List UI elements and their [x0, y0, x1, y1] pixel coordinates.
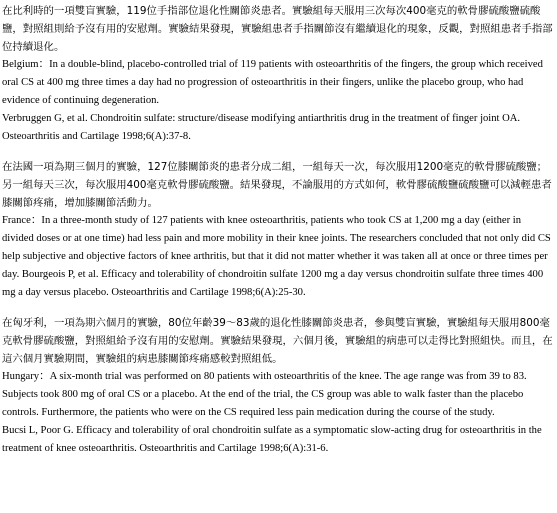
- section-gap: [2, 302, 553, 314]
- chinese-paragraph: 在法國一項為期三個月的實驗，127位膝關節炎的患者分成二組，一組每天一次，每次服用1200毫克的軟骨膠硫酸鹽；另一組每天三次，每次服用400毫克軟骨膠硫酸鹽。結果發現，不論服用的方式如何，軟骨膠硫酸鹽硫酸鹽可以減輕患者膝關節疼痛，增加膝關節活動力。: [2, 161, 552, 209]
- citation: Verbruggen G, et al. Chondroitin sulfate: structure/disease modifying antiarthritis drug in the treatment of finger joint OA. Osteoarthritis and Cartilage 1998;6(A):37-8.: [2, 113, 521, 142]
- english-paragraph: Belgium：In a double-blind, placebo-controlled trial of 119 patients with osteoarthritis of the fingers, the group which received oral CS at 400 mg three times a day had no progression of osteoarthritis in their fingers, unlike the placebo group, who had evidence of continuing degeneration.: [2, 59, 543, 106]
- article-belgium: [2, 2, 553, 146]
- chinese-paragraph: 在匈牙利，一項為期六個月的實驗，80位年齡39～83歲的退化性膝關節炎患者，參與雙盲實驗，實驗組每天服用800毫克軟骨膠硫酸鹽，對照組給予沒有用的安慰劑。實驗結果發現，六個月後，實驗組的病患可以走得比對照組快。而且，在這六個月實驗期間，實驗組的病患膝關節疼痛感較對照組低。: [2, 317, 553, 365]
- english-paragraph: France：In a three-month study of 127 patients with knee osteoarthritis, patients who took CS at 1,200 mg a day (either in divided doses or at one time) had less pain and more mobility in their knee joints. The researchers concluded that not only did CS help subjective and objective factors of knee arthritis, but that it did not matter whether it was taken all at once or three times per day. Bourgeois P, et al. Efficacy and tolerability of chondroitin sulfate 1200 mg a day versus chondroitin sulfate three times 400 mg a day versus placebo. Osteoarthritis and Cartilage 1998;6(A):25-30.: [2, 215, 551, 298]
- article-france: [2, 158, 553, 302]
- section-gap: [2, 146, 553, 158]
- citation: Bucsi L, Poor G. Efficacy and tolerability of oral chondroitin sulfate as a symptomatic slow-acting drug for osteoarthritis in the treatment of knee osteoarthritis. Osteoarthritis and Cartilage 1998;6(A):31-6.: [2, 425, 542, 454]
- english-paragraph: Hungary：A six-month trial was performed on 80 patients with osteoarthritis of the knee. The age range was from 39 to 83. Subjects took 800 mg of oral CS or a placebo. At the end of the trial, the CS group was able to walk faster than the placebo controls. Furthermore, the patients who were on the CS required less pain medication during the course of the study.: [2, 371, 527, 418]
- article-hungary: [2, 314, 553, 458]
- chinese-paragraph: 在比利時的一項雙盲實驗，119位手指部位退化性關節炎患者。實驗組每天服用三次每次400毫克的軟骨膠硫酸鹽硫酸鹽，對照組則給予沒有用的安慰劑。實驗結果發現，實驗組患者手指關節沒有繼續退化的現象，反觀，對照組患者手指部位持續退化。: [2, 5, 553, 53]
